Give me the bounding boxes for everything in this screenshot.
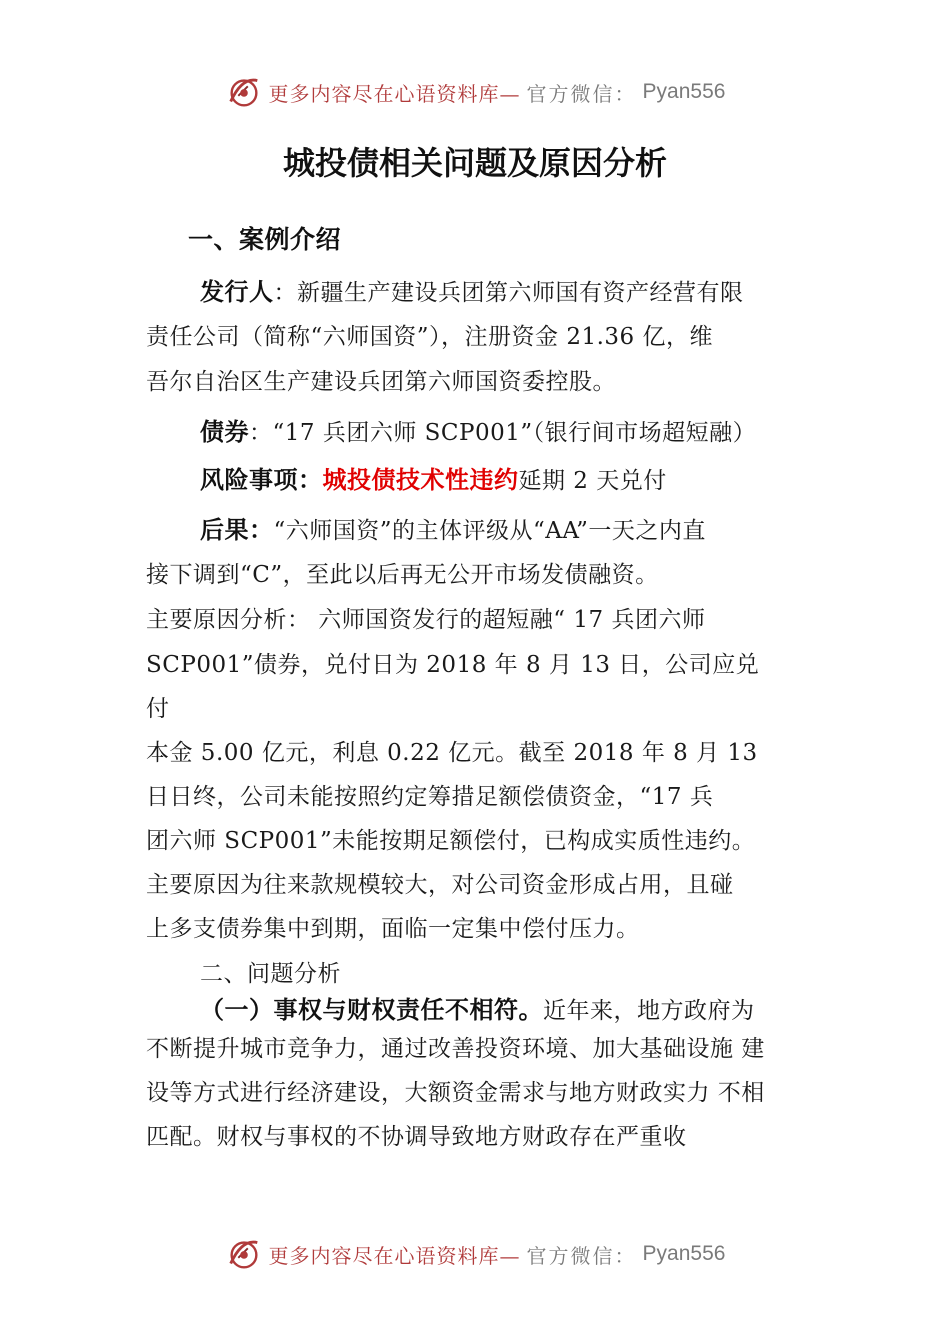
consequence-line-1: 后果：“六师国资”的主体评级从“AA”一天之内直 [200, 516, 706, 544]
risk-label: 风险事项： [200, 466, 323, 494]
section-heading-1: 一、案例介绍 [188, 225, 342, 254]
risk-highlight: 城投债技术性违约 [322, 466, 519, 494]
issuer-line-1: 发行人：新疆生产建设兵团第六师国有资产经营有限 [200, 278, 744, 306]
banner-wechat-label: 官方微信： [526, 81, 637, 106]
bond-label: 债券 [200, 418, 249, 446]
cause-line-7: 主要原因为往来款规模较大，对公司资金形成占用，且碰 [146, 872, 734, 898]
banner-text: 更多内容尽在心语资料库— [268, 81, 521, 106]
cause-line-5: 日日终，公司未能按照约定筹措足额偿债资金，“17 兵 [146, 784, 714, 810]
subsection-1-line-3: 设等方式进行经济建设，大额资金需求与地方财政实力 不相 [146, 1080, 765, 1106]
document-title: 城投债相关问题及原因分析 [282, 144, 667, 182]
header-watermark [0, 70, 950, 114]
banner-text: 更多内容尽在心语资料库— [268, 1243, 521, 1268]
banner-wechat-label: 官方微信： [526, 1243, 637, 1268]
consequence-label: 后果： [200, 516, 274, 544]
issuer-line-2: 责任公司（简称“六师国资”），注册资金 21.36 亿，维 [146, 324, 713, 350]
issuer-label: 发行人 [200, 278, 274, 306]
subsection-1-line-2: 不断提升城市竞争力，通过改善投资环境、加大基础设施 建 [146, 1036, 765, 1062]
subsection-1-line-4: 匹配。财权与事权的不协调导致地方财政存在严重收 [146, 1124, 687, 1150]
cause-line-8: 上多支债券集中到期，面临一定集中偿付压力。 [146, 916, 640, 942]
cause-line-1: 主要原因分析： 六师国资发行的超短融“ 17 兵团六师 [146, 607, 706, 633]
section-heading-2: 二、问题分析 [200, 961, 341, 987]
cause-line-3: 付 [146, 696, 170, 722]
footer-watermark [0, 1232, 950, 1276]
banner-wechat-id: Pyan556 [642, 1242, 726, 1265]
bond-line: 债券：“17 兵团六师 SCP001”（银行间市场超短融） [200, 418, 757, 446]
brand-logo-icon [225, 73, 263, 111]
cause-line-4: 本金 5.00 亿元，利息 0.22 亿元。截至 2018 年 8 月 13 [146, 740, 758, 766]
brand-logo-icon [225, 1235, 263, 1273]
subsection-1-line-1: （一）事权与财权责任不相符。近年来，地方政府为 [200, 996, 755, 1024]
issuer-line-3: 吾尔自治区生产建设兵团第六师国资委控股。 [146, 369, 616, 395]
consequence-line-2: 接下调到“C”，至此以后再无公开市场发债融资。 [146, 562, 659, 588]
subsection-1-label: （一）事权与财权责任不相符。 [200, 996, 543, 1024]
risk-line: 风险事项：城投债技术性违约延期 2 天兑付 [200, 466, 667, 494]
cause-line-2: SCP001”债券，兑付日为 2018 年 8 月 13 日，公司应兑 [146, 652, 760, 678]
cause-line-6: 团六师 SCP001”未能按期足额偿付，已构成实质性违约。 [146, 828, 756, 854]
banner-wechat-id: Pyan556 [642, 80, 726, 103]
